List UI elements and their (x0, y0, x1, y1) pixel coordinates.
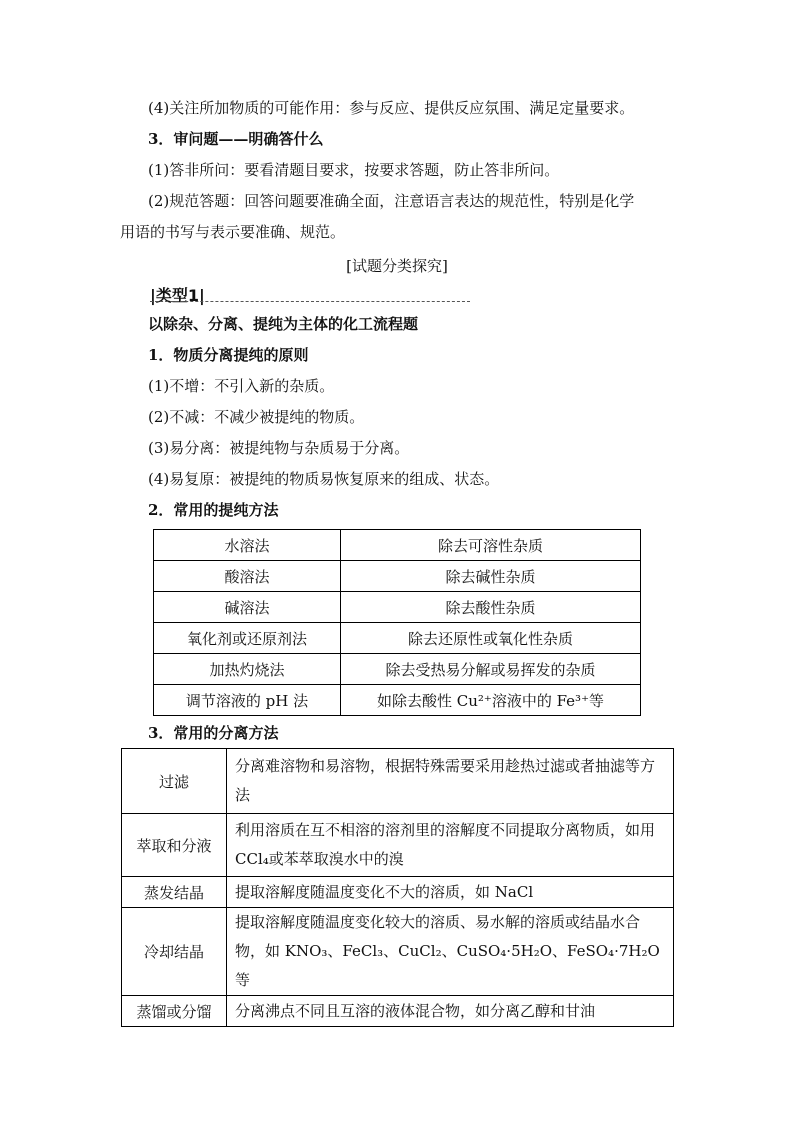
desc-cell: 如除去酸性 Cu²⁺溶液中的 Fe³⁺等 (341, 685, 641, 716)
principle-item: (3)易分离：被提纯物与杂质易于分离。 (148, 439, 410, 457)
desc-cell: 提取溶解度随温度变化较大的溶质、易水解的溶质或结晶水合物，如 KNO₃、FeCl₃、CuCl₂、CuSO₄·5H₂O、FeSO₄·7H₂O 等 (227, 908, 674, 996)
desc-cell: 除去可溶性杂质 (341, 530, 641, 561)
paragraph-answer-2a: (2)规范答题：回答问题要准确全面，注意语言表达的规范性，特别是化学 (148, 192, 635, 210)
table-row (154, 561, 641, 592)
method-cell: 蒸发结晶 (122, 877, 227, 908)
desc-cell: 除去还原性或氧化性杂质 (341, 623, 641, 654)
method-cell: 氧化剂或还原剂法 (154, 623, 341, 654)
desc-cell: 提取溶解度随温度变化不大的溶质，如 NaCl (227, 877, 674, 908)
method-cell: 酸溶法 (154, 561, 341, 592)
table-row (122, 814, 674, 877)
principle-item: (2)不减：不减少被提纯的物质。 (148, 408, 365, 426)
paragraph-answer-2b: 用语的书写与表示要准确、规范。 (120, 223, 346, 241)
type-divider (150, 301, 470, 302)
desc-cell: 除去受热易分解或易挥发的杂质 (341, 654, 641, 685)
principle-item: (1)不增：不引入新的杂质。 (148, 377, 335, 395)
table-row (122, 908, 674, 996)
method-cell: 碱溶法 (154, 592, 341, 623)
method-cell: 冷却结晶 (122, 908, 227, 996)
table-row (122, 996, 674, 1027)
paragraph-answer-1: (1)答非所问：要看清题目要求，按要求答题，防止答非所问。 (148, 161, 560, 179)
method-cell: 调节溶液的 pH 法 (154, 685, 341, 716)
separate-methods-table (121, 748, 674, 1027)
paragraph-note-4: (4)关注所加物质的可能作用：参与反应、提供反应氛围、满足定量要求。 (148, 99, 635, 117)
table-row (154, 623, 641, 654)
desc-cell: 分离难溶物和易溶物，根据特殊需要采用趁热过滤或者抽滤等方法 (227, 749, 674, 814)
method-cell: 萃取和分液 (122, 814, 227, 877)
principle-item: (4)易复原：被提纯的物质易恢复原来的组成、状态。 (148, 470, 500, 488)
purify-methods-table (153, 529, 641, 716)
table-row (154, 592, 641, 623)
method-cell: 蒸馏或分馏 (122, 996, 227, 1027)
method-cell: 加热灼烧法 (154, 654, 341, 685)
table-row (154, 530, 641, 561)
section-title: [试题分类探究] (346, 257, 448, 275)
method-cell: 水溶法 (154, 530, 341, 561)
desc-cell: 除去酸性杂质 (341, 592, 641, 623)
desc-cell: 分离沸点不同且互溶的液体混合物，如分离乙醇和甘油 (227, 996, 674, 1027)
table-row (122, 877, 674, 908)
table-row (154, 685, 641, 716)
table-row (122, 749, 674, 814)
heading-separate: 3．常用的分离方法 (148, 724, 279, 742)
desc-cell: 除去碱性杂质 (341, 561, 641, 592)
topic-title: 以除杂、分离、提纯为主体的化工流程题 (148, 315, 419, 333)
heading-principles: 1．物质分离提纯的原则 (148, 346, 309, 364)
heading-review-question: 3．审问题——明确答什么 (148, 130, 324, 148)
type-label: |类型1| (150, 286, 205, 305)
desc-cell: 利用溶质在互不相溶的溶剂里的溶解度不同提取分离物质，如用 CCl₄或苯萃取溴水中的溴 (227, 814, 674, 877)
method-cell: 过滤 (122, 749, 227, 814)
heading-purify: 2．常用的提纯方法 (148, 501, 279, 519)
table-row (154, 654, 641, 685)
